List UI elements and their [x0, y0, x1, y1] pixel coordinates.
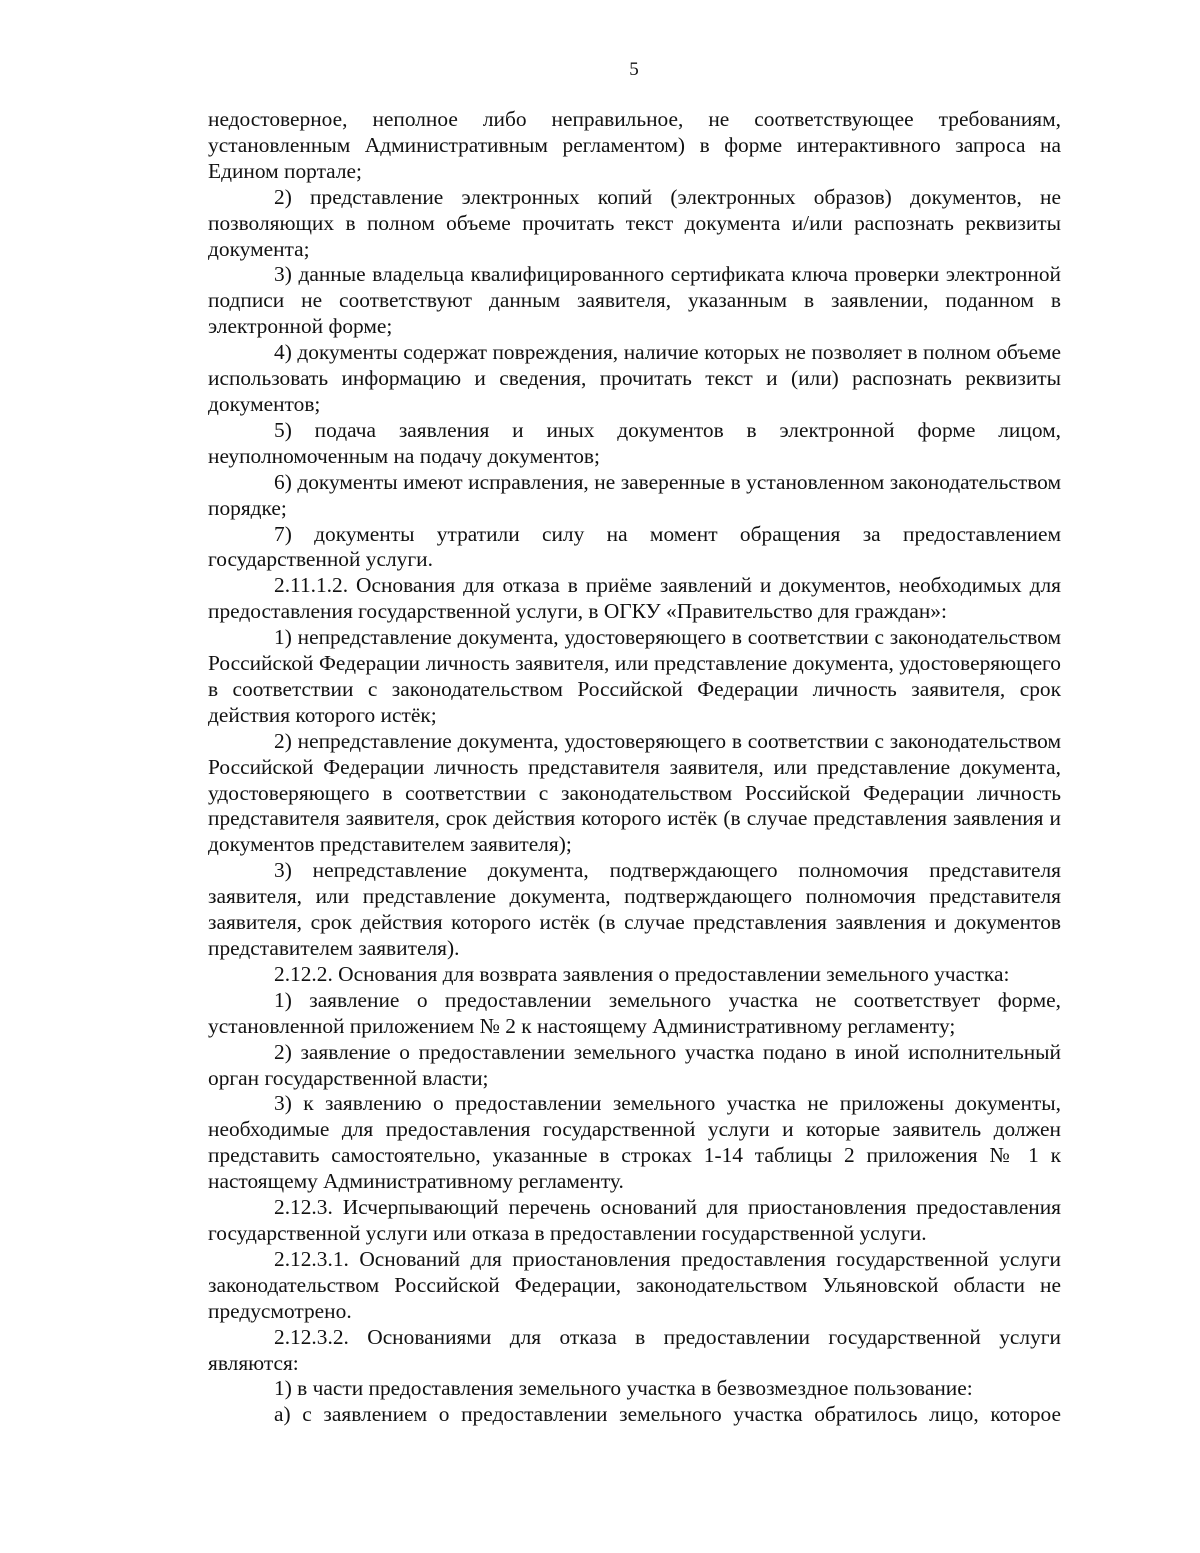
paragraph-continuation: недостоверное, неполное либо неправильное, не соответствующее требованиям, установленным Административным регламентом) в форме интерактивного запроса на Едином портале; [208, 107, 1061, 183]
paragraph-item-7-expired-documents: 7) документы утратили силу на момент обращения за предоставлением государственной услуги. [208, 521, 1061, 572]
paragraph-section-2-11-1-2: 2.11.1.2. Основания для отказа в приёме заявлений и документов, необходимых для предоставления государственной услуги, в ОГКУ «Правительство для граждан»: [208, 573, 1061, 624]
paragraph-subitem-a: а) с заявлением о предоставлении земельного участка обратилось лицо, которое [274, 1402, 1061, 1427]
paragraph-return-item-1: 1) заявление о предоставлении земельного участка не соответствует форме, установленной приложением № 2 к настоящему Административному регламенту; [208, 987, 1061, 1038]
paragraph-section-2-12-2: 2.12.2. Основания для возврата заявления о предоставлении земельного участка: [274, 961, 1010, 986]
paragraph-item-2-electronic-copies: 2) представление электронных копий (электронных образов) документов, не позволяющих в полном объеме прочитать текст документа и/или распознать реквизиты документа; [208, 184, 1061, 261]
paragraph-item-3-certificate-data: 3) данные владельца квалифицированного сертификата ключа проверки электронной подписи не соответствуют данным заявителя, указанным в заявлении, поданном в электронной форме; [208, 262, 1061, 339]
paragraph-section-2-12-3-2: 2.12.3.2. Основаниями для отказа в предоставлении государственной услуги являются: [208, 1324, 1061, 1375]
paragraph-refusal-item-2: 2) непредставление документа, удостоверяющего в соответствии с законодательством Российской Федерации личность представителя заявителя, или представление документа, удостоверяющего в соответствии с законодательством Российской Федерации личность представителя заявителя, срок действия которого истёк (в случае представления заявления и документов представителем заявителя); [208, 728, 1061, 857]
paragraph-refusal-item-3: 3) непредставление документа, подтверждающего полномочия представителя заявителя, или представление документа, подтверждающего полномочия представителя заявителя, срок действия которого истёк (в случае представления заявления и документов представителем заявителя). [208, 858, 1061, 960]
paragraph-item-5-unauthorized-person: 5) подача заявления и иных документов в электронной форме лицом, неуполномоченным на подачу документов; [208, 417, 1061, 468]
paragraph-refusal-item-1: 1) непредставление документа, удостоверяющего в соответствии с законодательством Российской Федерации личность заявителя, или представление документа, удостоверяющего в соответствии с законодательством Российской Федерации личность заявителя, срок действия которого истёк; [208, 625, 1061, 727]
paragraph-subitem-1: 1) в части предоставления земельного участка в безвозмездное пользование: [274, 1376, 973, 1401]
paragraph-return-item-3: 3) к заявлению о предоставлении земельного участка не приложены документы, необходимые для предоставления государственной услуги и которые заявитель должен представить самостоятельно, указанные в строках 1-14 таблицы 2 приложения № 1 к настоящему Административному регламенту. [208, 1091, 1061, 1194]
document-body [208, 107, 1061, 1428]
page-number: 5 [629, 59, 639, 80]
paragraph-return-item-2: 2) заявление о предоставлении земельного участка подано в иной исполнительный орган государственной власти; [208, 1039, 1061, 1090]
paragraph-item-6-corrections: 6) документы имеют исправления, не заверенные в установленном законодательством порядке; [208, 469, 1061, 520]
paragraph-section-2-12-3: 2.12.3. Исчерпывающий перечень оснований для приостановления предоставления государственной услуги или отказа в предоставлении государственной услуги. [208, 1195, 1061, 1245]
paragraph-item-4-damaged-documents: 4) документы содержат повреждения, наличие которых не позволяет в полном объеме использовать информацию и сведения, прочитать текст и (или) распознать реквизиты документов; [208, 340, 1061, 416]
paragraph-section-2-12-3-1: 2.12.3.1. Оснований для приостановления предоставления государственной услуги законодательством Российской Федерации, законодательством Ульяновской области не предусмотрено. [208, 1246, 1061, 1323]
